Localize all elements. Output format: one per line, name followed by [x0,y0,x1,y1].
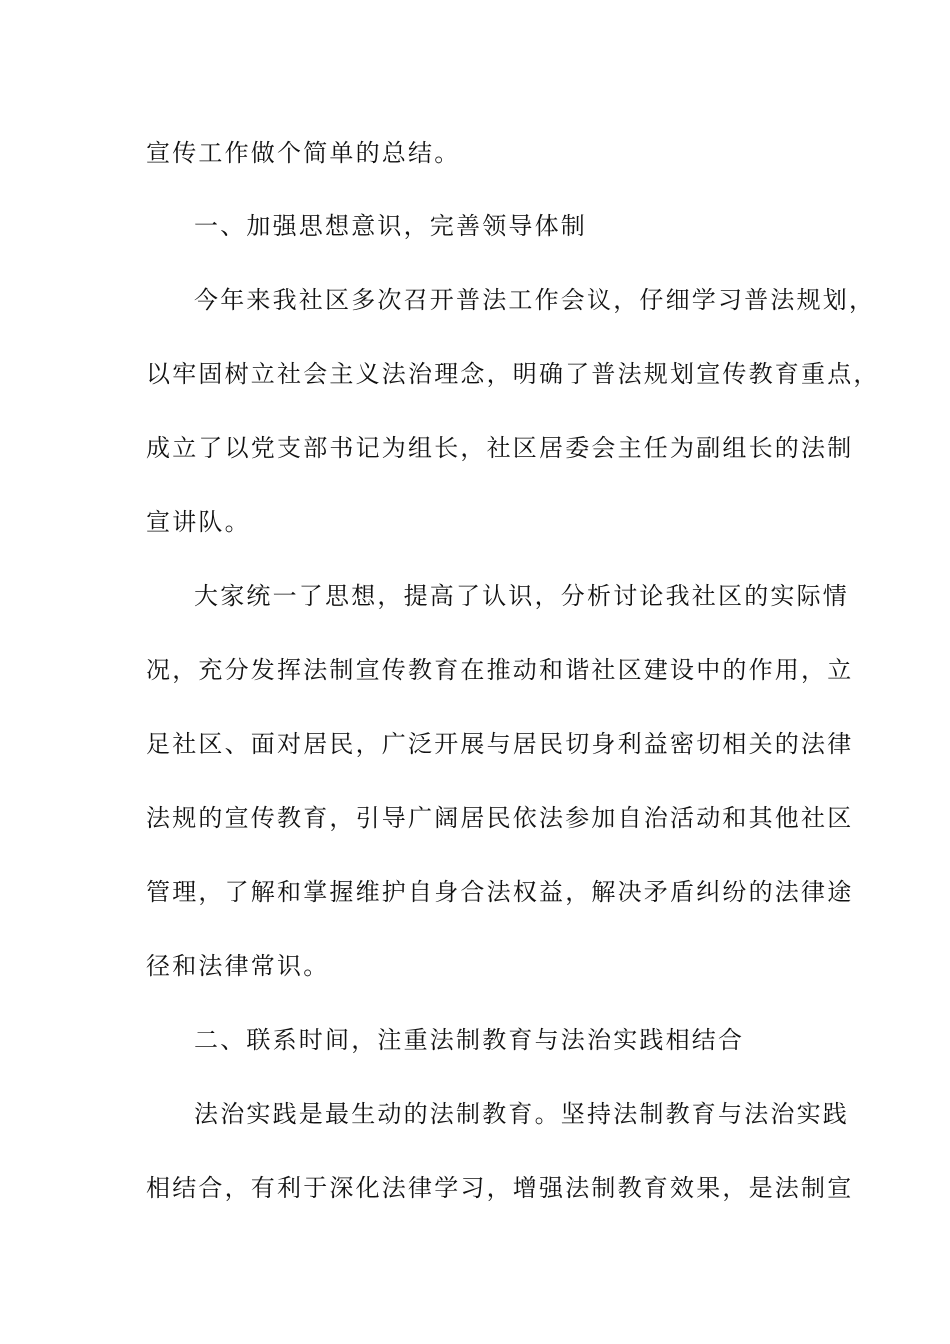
section-heading-1: 一、加强思想意识，完善领导体制 [194,212,587,240]
text-line: 宣讲队。 [146,508,251,536]
paragraph-start: 今年来我社区多次召开普法工作会议，仔细学习普法规划， [194,286,876,314]
text-line: 以牢固树立社会主义法治理念，明确了普法规划宣传教育重点， [146,360,880,388]
paragraph-start: 法治实践是最生动的法制教育。坚持法制教育与法治实践 [194,1100,849,1128]
text-line: 管理，了解和掌握维护自身合法权益，解决矛盾纠纷的法律途 [146,878,854,906]
text-line: 足社区、面对居民，广泛开展与居民切身利益密切相关的法律 [146,730,854,758]
text-line: 法规的宣传教育，引导广阔居民依法参加自治活动和其他社区 [146,804,854,832]
text-line: 成立了以党支部书记为组长，社区居委会主任为副组长的法制 [146,434,854,462]
text-line: 相结合，有利于深化法律学习，增强法制教育效果，是法制宣 [146,1174,854,1202]
paragraph-start: 大家统一了思想，提高了认识，分析讨论我社区的实际情 [194,582,849,610]
text-line: 径和法律常识。 [146,952,330,980]
text-line: 况，充分发挥法制宣传教育在推动和谐社区建设中的作用，立 [146,656,854,684]
text-line: 宣传工作做个简单的总结。 [146,139,461,167]
section-heading-2: 二、联系时间，注重法制教育与法治实践相结合 [194,1026,745,1054]
